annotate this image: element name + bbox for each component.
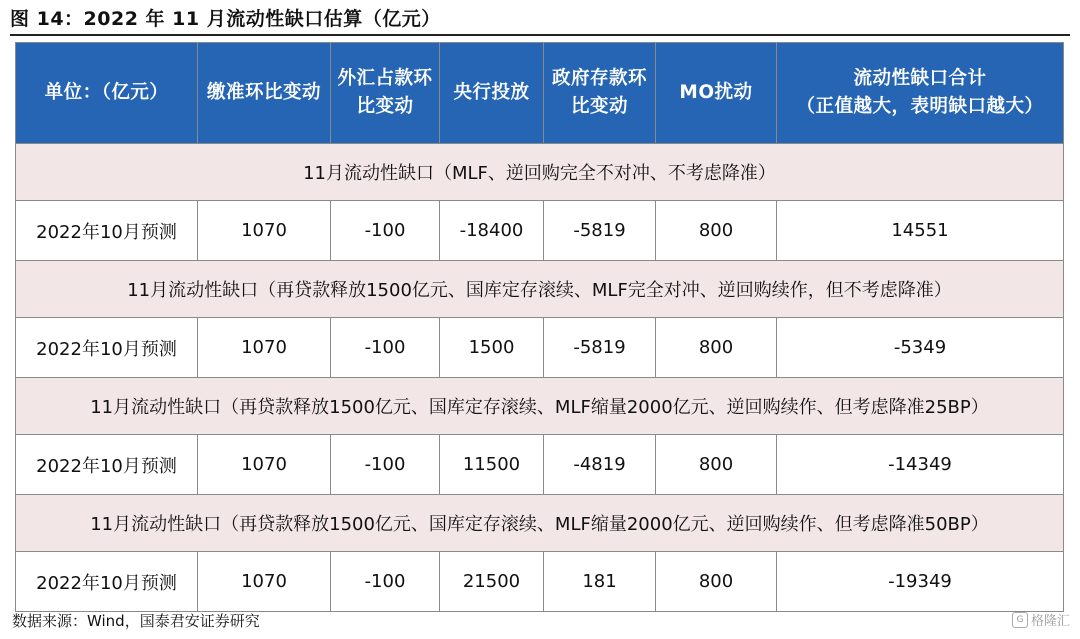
table-cell: 2022年10月预测 bbox=[16, 318, 198, 378]
table-cell: -4819 bbox=[544, 435, 656, 495]
table-cell: 2022年10月预测 bbox=[16, 435, 198, 495]
header-cell-reserve-change: 缴准环比变动 bbox=[198, 43, 331, 144]
watermark-logo bbox=[1012, 610, 1070, 629]
table-cell: 1500 bbox=[440, 318, 544, 378]
table-cell: 800 bbox=[656, 435, 777, 495]
title-divider bbox=[10, 34, 1070, 36]
table-cell: 800 bbox=[656, 552, 777, 612]
table-cell: 1070 bbox=[198, 435, 331, 495]
table-cell: 800 bbox=[656, 318, 777, 378]
table-cell: -100 bbox=[331, 318, 440, 378]
section-label: 11月流动性缺口（再贷款释放1500亿元、国库定存滚续、MLF完全对冲、逆回购续作，但不考虑降准） bbox=[16, 261, 1064, 318]
section-row bbox=[16, 144, 1064, 201]
watermark-text: 格隆汇 bbox=[1030, 614, 1070, 629]
table-row bbox=[16, 435, 1064, 495]
header-cell-gap-total: 流动性缺口合计 （正值越大，表明缺口越大） bbox=[777, 43, 1064, 144]
header-cell-fx-change: 外汇占款环 比变动 bbox=[331, 43, 440, 144]
table-cell: 800 bbox=[656, 201, 777, 261]
table-cell: 21500 bbox=[440, 552, 544, 612]
table-cell: -100 bbox=[331, 201, 440, 261]
section-label: 11月流动性缺口（再贷款释放1500亿元、国库定存滚续、MLF缩量2000亿元、逆回购续作、但考虑降准50BP） bbox=[16, 495, 1064, 552]
section-row bbox=[16, 261, 1064, 318]
section-label: 11月流动性缺口（再贷款释放1500亿元、国库定存滚续、MLF缩量2000亿元、逆回购续作、但考虑降准25BP） bbox=[16, 378, 1064, 435]
header-cell-unit: 单位：（亿元） bbox=[16, 43, 198, 144]
table-cell: 2022年10月预测 bbox=[16, 201, 198, 261]
header-cell-gov-deposit: 政府存款环 比变动 bbox=[544, 43, 656, 144]
liquidity-gap-table bbox=[15, 42, 1064, 612]
table-cell: -100 bbox=[331, 435, 440, 495]
section-label: 11月流动性缺口（MLF、逆回购完全不对冲、不考虑降准） bbox=[16, 144, 1064, 201]
table-cell: -100 bbox=[331, 552, 440, 612]
logo-icon: G bbox=[1012, 612, 1028, 628]
table-cell: 1070 bbox=[198, 552, 331, 612]
table-cell: -5819 bbox=[544, 318, 656, 378]
table-cell: 1070 bbox=[198, 318, 331, 378]
table-cell: 1070 bbox=[198, 201, 331, 261]
section-row bbox=[16, 495, 1064, 552]
table-cell: -5819 bbox=[544, 201, 656, 261]
header-cell-m0: MO扰动 bbox=[656, 43, 777, 144]
table-cell: -18400 bbox=[440, 201, 544, 261]
table-row bbox=[16, 318, 1064, 378]
table-cell: 14551 bbox=[777, 201, 1064, 261]
header-cell-cb-injection: 央行投放 bbox=[440, 43, 544, 144]
table-cell: 11500 bbox=[440, 435, 544, 495]
section-row bbox=[16, 378, 1064, 435]
table-cell: -19349 bbox=[777, 552, 1064, 612]
table-row bbox=[16, 552, 1064, 612]
table-cell: 181 bbox=[544, 552, 656, 612]
figure-title: 图 14：2022 年 11 月流动性缺口估算（亿元） bbox=[10, 8, 441, 30]
source-note: 数据来源：Wind，国泰君安证券研究 bbox=[12, 612, 260, 630]
table-row bbox=[16, 201, 1064, 261]
header-row bbox=[16, 43, 1064, 144]
table-cell: -14349 bbox=[777, 435, 1064, 495]
table-cell: 2022年10月预测 bbox=[16, 552, 198, 612]
table-cell: -5349 bbox=[777, 318, 1064, 378]
